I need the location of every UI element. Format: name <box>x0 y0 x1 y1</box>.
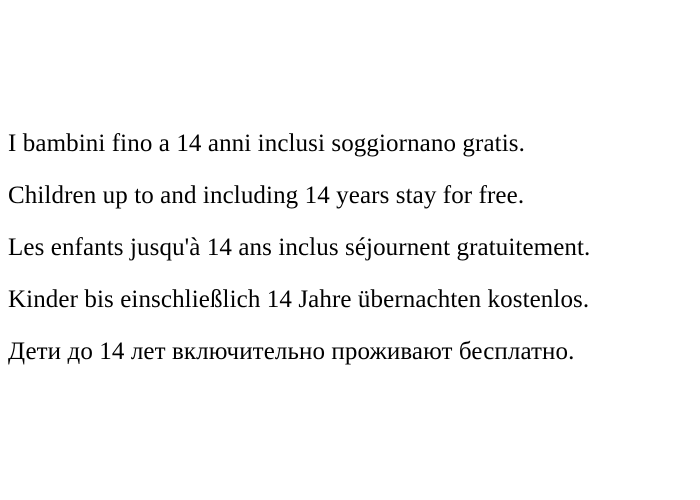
policy-line-german: Kinder bis einschließlich 14 Jahre übernachten kostenlos. <box>8 286 590 313</box>
policy-line-english: Children up to and including 14 years stay for free. <box>8 182 525 209</box>
policy-line-french: Les enfants jusqu'à 14 ans inclus séjournent gratuitement. <box>8 234 591 261</box>
policy-line-russian: Дети до 14 лет включительно проживают бесплатно. <box>8 338 575 365</box>
policy-text-block <box>0 118 700 378</box>
policy-line-italian: I bambini fino a 14 anni inclusi soggiornano gratis. <box>8 130 525 157</box>
